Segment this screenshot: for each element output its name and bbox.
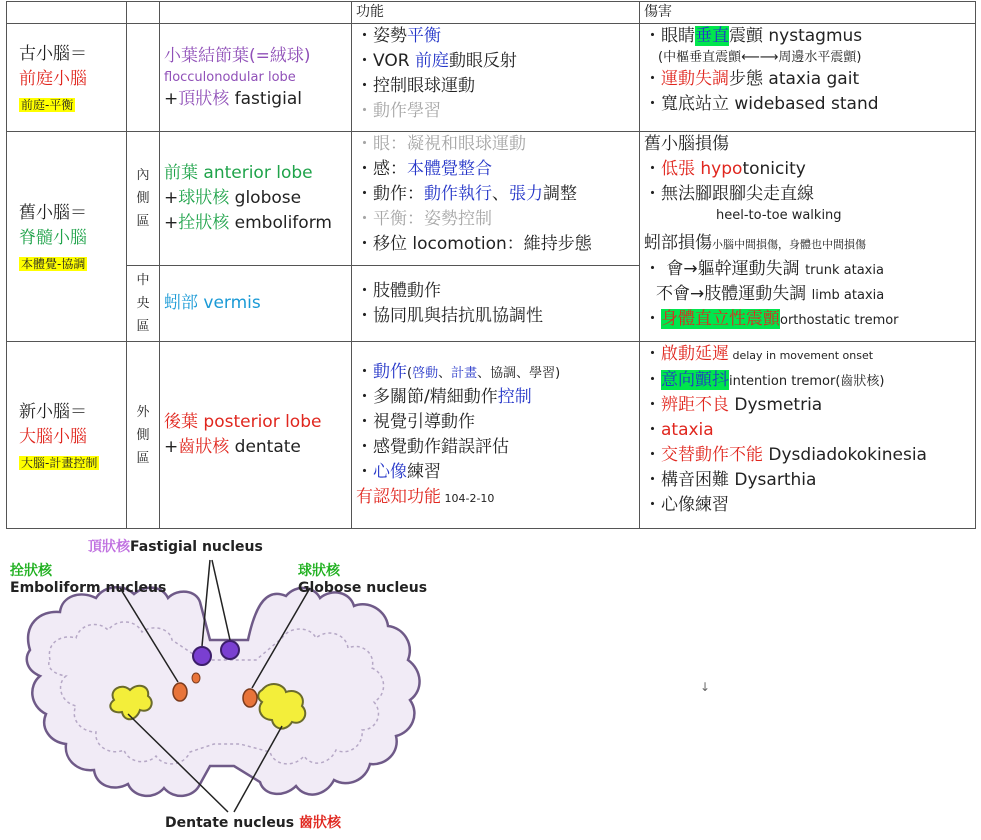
- vermis-en: vermis: [198, 293, 261, 313]
- archi-func1-a: ・姿勢: [356, 26, 407, 46]
- globose-zh: 球狀核: [178, 188, 230, 208]
- neo-inj5-a: ・: [644, 445, 661, 465]
- archi-function-cell: [352, 24, 640, 132]
- paleo-inj5-b: 身體直立性震顫: [661, 309, 780, 329]
- vermis-structure-cell: [160, 266, 352, 342]
- emboliform-label: [10, 560, 166, 596]
- paleo-func2-b: 本體覺整合: [407, 159, 492, 179]
- emboliform-zh: 拴狀核: [178, 213, 230, 233]
- archi-name2: 前庭小腦: [19, 69, 87, 89]
- dentate-en: dentate: [229, 437, 301, 457]
- globose-label-en: Globose nucleus: [298, 580, 428, 596]
- neo-func4: ・感覺動作錯誤評估: [356, 436, 509, 457]
- vermis-injury-heading: 蚓部損傷: [644, 233, 712, 253]
- neo-func2-b: 控制: [497, 386, 532, 407]
- archi-name-cell: [7, 24, 127, 132]
- anterior-zh: 前葉: [164, 163, 198, 183]
- neo-name-cell: [7, 342, 127, 529]
- paleo-func3-c: 、: [492, 184, 509, 204]
- paleo-inj5-a: ・: [644, 309, 661, 329]
- paleo-name2: 脊髓小腦: [19, 228, 87, 248]
- vermis-injury-note: 小腦中間損傷，身體也中間損傷: [712, 238, 866, 251]
- globose-label: [298, 560, 427, 596]
- neo-func5-c: 練習: [407, 461, 441, 482]
- neo-func5-a: ・: [356, 461, 373, 482]
- posterior-zh: 後葉: [164, 412, 198, 432]
- paleo-func2-a: ・感：: [356, 159, 407, 179]
- archi-func1-b: 平衡: [407, 26, 441, 46]
- neo-name1: 新小腦＝: [19, 401, 87, 422]
- archi-func4: ・動作學習: [356, 101, 441, 121]
- dentate-label-en: Dentate nucleus: [165, 815, 299, 831]
- archi-inj2-a: ・: [644, 69, 661, 89]
- plus-sign: +: [164, 437, 179, 457]
- fastigial-label-en: Fastigial nucleus: [130, 539, 263, 555]
- anterior-en: anterior lobe: [198, 163, 313, 183]
- archi-func2-b: 前庭: [414, 51, 449, 71]
- paleo-inj4-b: limb ataxia: [811, 288, 885, 303]
- medial-char3: 區: [136, 214, 150, 229]
- paleo-inj4-a: 不會→肢體運動失調: [656, 284, 812, 304]
- paleo-func3-a: ・動作：: [356, 184, 424, 204]
- archi-structure-line1: 小葉結節葉(=絨球): [164, 45, 311, 66]
- plus-sign: +: [164, 213, 179, 233]
- neo-func6-b: 104-2-10: [441, 491, 495, 505]
- archi-func2-c: 動眼反射: [448, 51, 517, 71]
- paleo-structure-cell: [160, 132, 352, 266]
- cerebellum-table: [6, 1, 976, 529]
- neo-inj5-b: 交替動作不能: [661, 445, 763, 465]
- fastigial-en: fastigial: [229, 88, 302, 109]
- fastigial-label: [88, 536, 263, 556]
- paleo-name-cell: [7, 132, 127, 342]
- stray-arrow-mark: ↓: [700, 680, 711, 694]
- paleo-func3-b: 動作執行: [424, 184, 492, 204]
- archi-tag: 前庭-平衡: [21, 98, 74, 112]
- neo-inj1-a: ・: [644, 344, 661, 364]
- paleo-func4: ・平衡：姿勢控制: [356, 209, 492, 229]
- paleo-func1: ・眼：凝視和眼球運動: [356, 134, 526, 154]
- sub-region-lateral: [127, 342, 160, 529]
- vermis-func1: ・肢體動作: [356, 280, 441, 301]
- vermis-func2: ・協同肌與拮抗肌協調性: [356, 305, 543, 326]
- plus-sign: +: [164, 188, 179, 208]
- header-row: [7, 2, 976, 24]
- neo-inj4-a: ・: [644, 420, 661, 440]
- neo-inj7: ・心像練習: [644, 495, 729, 515]
- emboliform-label-zh: 拴狀核: [10, 563, 52, 579]
- neo-inj1-b: 啟動延遲: [661, 344, 729, 364]
- paleo-inj2: ・無法腳跟腳尖走直線: [644, 184, 814, 204]
- pointer-fastigial-right: [212, 560, 230, 640]
- archi-inj2-c: 步態 ataxia gait: [729, 69, 860, 89]
- neo-injury-cell: [640, 342, 976, 529]
- neo-func6-a: 有認知功能: [356, 486, 441, 507]
- archi-structure-line2: flocculonodular lobe: [164, 69, 296, 85]
- paleo-inj2-sub: heel-to-toe walking: [716, 208, 842, 223]
- archi-structure-cell: [160, 24, 352, 132]
- emboliform-en: emboliform: [229, 213, 332, 233]
- neo-tag: 大腦-計畫控制: [21, 455, 98, 470]
- globose-label-zh: 球狀核: [298, 563, 340, 579]
- medial-char1: 內: [136, 168, 150, 183]
- lateral-char1: 外: [136, 404, 150, 420]
- paleo-func3-e: 調整: [543, 184, 577, 204]
- neo-func5-b: 心像: [373, 461, 407, 482]
- paleo-function-cell: [352, 132, 640, 266]
- row-paleo-medial: [7, 132, 976, 266]
- neo-func1-g: 、協調、學習): [477, 365, 561, 381]
- dentate-label-zh: 齒狀核: [298, 815, 341, 831]
- paleo-name1: 舊小腦＝: [19, 203, 87, 223]
- neo-inj1-c: delay in movement onset: [729, 349, 874, 362]
- archi-inj1-sub: (中樞垂直震顫⟵⟶周邊水平震顫): [658, 50, 862, 65]
- neo-name2: 大腦小腦: [19, 426, 87, 447]
- archi-inj3: ・寬底站立 widebased stand: [644, 94, 879, 114]
- archi-name1: 古小腦＝: [19, 44, 87, 64]
- paleo-inj1-b: 低張: [661, 159, 701, 179]
- row-neocerebellum: [7, 342, 976, 529]
- cerebellum-outline: [27, 587, 420, 796]
- plus-sign: +: [164, 88, 179, 109]
- archi-inj1-b: 垂直: [695, 26, 729, 46]
- header-injury: 傷害: [640, 2, 976, 24]
- fastigial-nucleus-left: [193, 647, 211, 665]
- sub-region-medial: [127, 132, 160, 266]
- neo-inj6: ・構音困難 Dysarthia: [644, 470, 817, 490]
- neo-func1-e: 、: [438, 365, 452, 381]
- archi-func3: ・控制眼球運動: [356, 76, 475, 96]
- emboliform-label-en: Emboliform nucleus: [10, 580, 167, 596]
- central-char2: 央: [136, 296, 150, 311]
- paleo-injury-heading: 舊小腦損傷: [644, 134, 729, 154]
- neo-inj3-c: Dysmetria: [729, 395, 823, 415]
- archi-inj1-a: ・眼睛: [644, 26, 695, 46]
- posterior-en: posterior lobe: [198, 412, 322, 432]
- paleo-inj1-c: hypo: [700, 159, 743, 179]
- archi-inj2-b: 運動失調: [661, 69, 729, 89]
- neo-structure-cell: [160, 342, 352, 529]
- neo-func1-a: ・: [356, 361, 373, 382]
- header-function: 功能: [352, 2, 640, 24]
- neo-inj2-a: ・: [644, 370, 661, 390]
- dentate-zh: 齒狀核: [178, 437, 230, 457]
- paleo-func5: ・移位 locomotion：維持步態: [356, 234, 592, 254]
- central-char3: 區: [136, 319, 150, 334]
- neo-func1-c: (: [407, 365, 413, 381]
- lateral-char3: 區: [136, 450, 150, 466]
- archi-inj1-c: 震顫 nystagmus: [729, 26, 863, 46]
- lateral-char2: 側: [136, 427, 150, 443]
- vermis-zh: 蚓部: [164, 293, 198, 313]
- neo-func3: ・視覺引導動作: [356, 411, 475, 432]
- row-archicerebellum: [7, 24, 976, 132]
- paleo-tag: 本體覺-協調: [21, 257, 86, 271]
- neo-function-cell: [352, 342, 640, 529]
- neo-inj2-b: 意向顫抖: [661, 370, 729, 390]
- sub-region-central: [127, 266, 160, 342]
- neo-inj5-c: Dysdiadokokinesia: [763, 445, 927, 465]
- paleo-injury-cell: [640, 132, 976, 342]
- paleo-inj1-d: tonicity: [742, 159, 806, 179]
- neo-inj3-a: ・: [644, 395, 661, 415]
- emboliform-nucleus: [173, 683, 187, 701]
- neo-func2-a: ・多關節/精細動作: [356, 386, 498, 407]
- neo-func1-f: 計畫: [451, 365, 478, 381]
- archi-func2-a: ・VOR: [356, 51, 415, 71]
- central-char1: 中: [136, 273, 150, 288]
- paleo-inj5-c: orthostatic tremor: [780, 313, 899, 328]
- paleo-inj3-b: trunk ataxia: [805, 263, 884, 278]
- medial-char2: 側: [136, 191, 150, 206]
- neo-inj3-b: 辨距不良: [661, 395, 729, 415]
- neo-func1-d: 啓動: [412, 365, 439, 381]
- small-nucleus-left: [192, 673, 200, 683]
- dentate-label: [165, 812, 341, 832]
- fastigial-label-zh: 頂狀核: [88, 539, 130, 555]
- paleo-inj3-a: ・ 會→軀幹運動失調: [644, 259, 806, 279]
- paleo-func3-d: 張力: [509, 184, 543, 204]
- fastigial-nucleus-right: [221, 641, 239, 659]
- archi-injury-cell: [640, 24, 976, 132]
- neo-inj2-c: intention tremor(齒狀核): [729, 374, 885, 389]
- vermis-function-cell: [352, 266, 640, 342]
- fastigial-zh: 頂狀核: [178, 88, 230, 109]
- neo-func1-b: 動作: [373, 361, 407, 382]
- paleo-inj1-a: ・: [644, 159, 661, 179]
- globose-nucleus: [243, 689, 257, 707]
- globose-en: globose: [229, 188, 302, 208]
- neo-inj4-b: ataxia: [661, 420, 714, 440]
